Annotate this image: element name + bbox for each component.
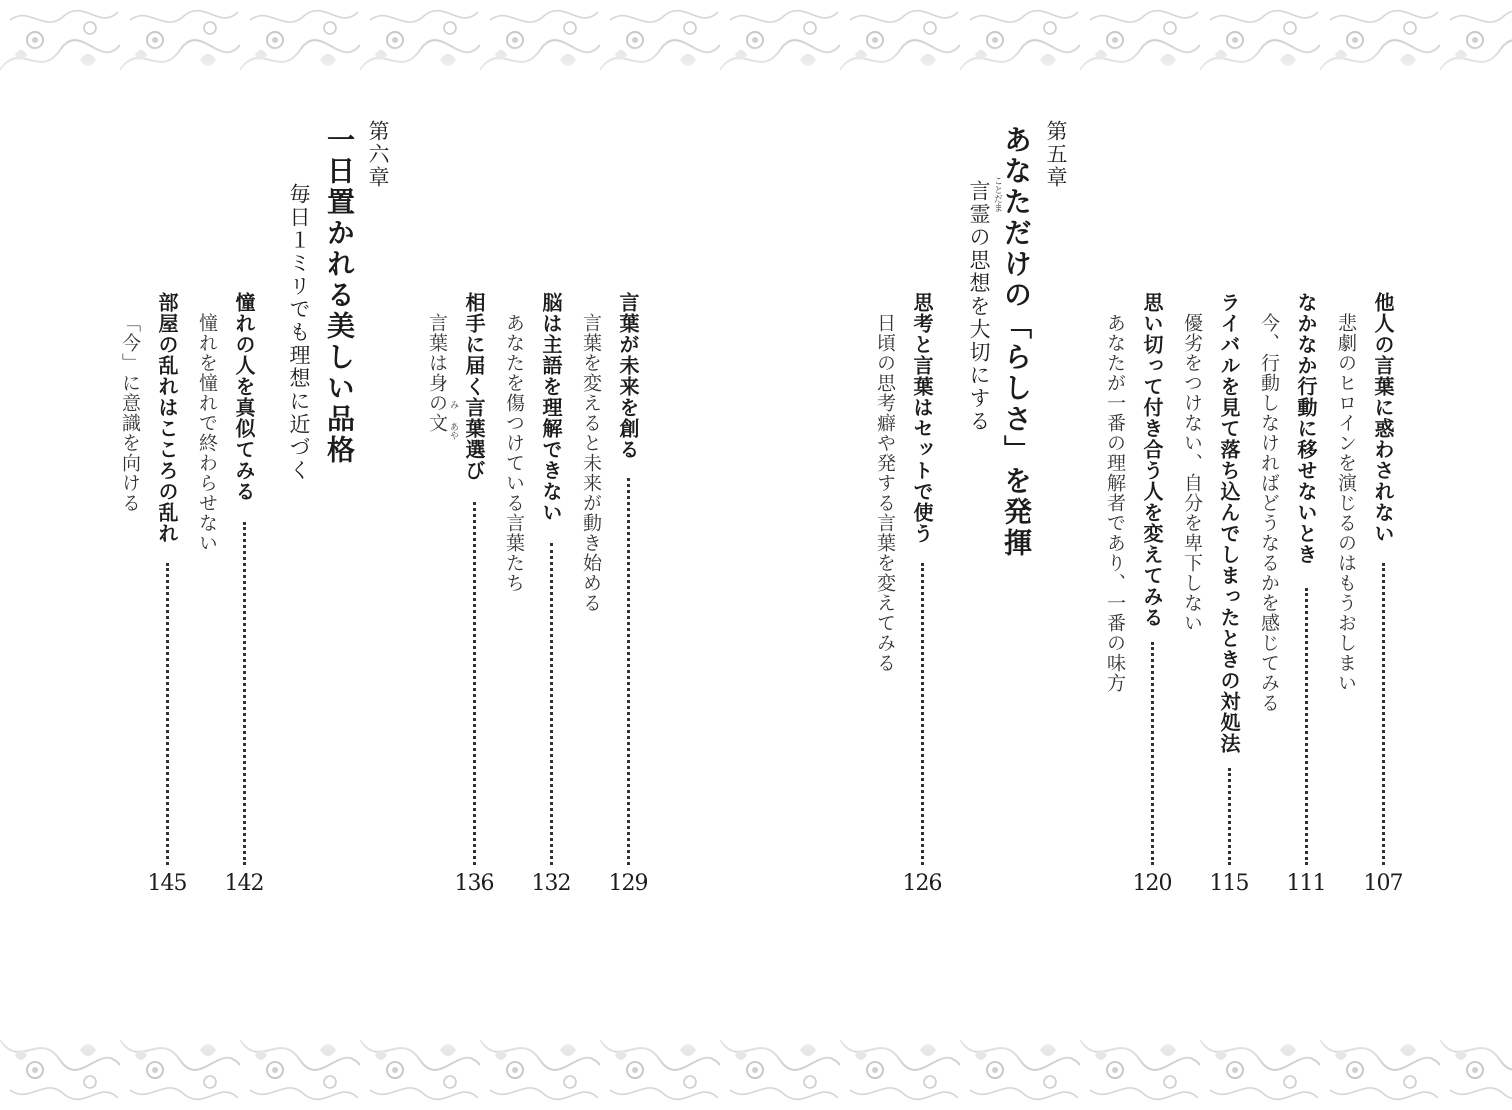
leader-dots [1382,563,1385,865]
entry-title[interactable]: 脳は主語を理解できない [539,292,563,523]
leader-dots [627,478,630,865]
entry-title[interactable]: 部屋の乱れはこころの乱れ [155,292,179,544]
chapter5-subtitle: 言霊の思想を大切にする [967,180,991,433]
leader-dots [1151,642,1154,865]
ruby-mi: み [448,400,458,409]
leader-dots [243,522,246,865]
page-number[interactable]: 136 [454,871,494,896]
chapter5-title: あなただけの「らしさ」を発揮 [1000,125,1033,559]
page-number[interactable]: 107 [1363,871,1403,896]
page-number[interactable]: 142 [224,871,264,896]
chapter6-subtitle: 毎日１ミリでも理想に近づく [287,183,311,482]
top-ornament-border [0,0,1512,90]
entry-title[interactable]: 他人の言葉に惑わされない [1371,292,1395,544]
entry-title[interactable]: 憧れの人を真似てみる [232,292,256,502]
chapter5-label: 第五章 [1044,120,1068,189]
entry-title[interactable]: なかなか行動に移せないとき [1294,292,1318,565]
leader-dots [921,563,924,865]
page-number[interactable]: 132 [531,871,571,896]
entry-title[interactable]: 思考と言葉はセットで使う [910,292,934,544]
leader-dots [550,543,553,865]
entry-subtitle: あなたを傷つけている言葉たち [503,313,525,593]
leader-dots [473,502,476,865]
entry-subtitle: あなたが一番の理解者であり、一番の味方 [1104,313,1126,693]
page-number[interactable]: 129 [608,871,648,896]
chapter5-ruby: ことだま [992,176,1002,212]
entry-subtitle: 日頃の思考癖や発する言葉を変えてみる [874,313,896,673]
entry-title[interactable]: 言葉が未来を創る [616,292,640,460]
entry-subtitle: 今、行動しなければどうなるかを感じてみる [1258,313,1280,713]
page-number[interactable]: 115 [1209,871,1249,896]
entry-title[interactable]: ライバルを見て落ち込んでしまったときの対処法 [1217,292,1241,754]
chapter6-label: 第六章 [366,120,390,189]
chapter6-title: 一日置かれる美しい品格 [323,125,356,466]
ruby-aya: あや [448,422,458,440]
leader-dots [1228,768,1231,865]
entry-subtitle: 言葉は身の文 [426,313,448,433]
entry-subtitle: 言葉を変えると未来が動き始める [580,313,602,613]
entry-subtitle: 憧れを憧れで終わらせない [196,313,218,553]
leader-dots [166,563,169,865]
entry-title[interactable]: 相手に届く言葉選び [462,292,486,481]
entry-title[interactable]: 思い切って付き合う人を変えてみる [1140,292,1164,628]
entry-subtitle: 優劣をつけない、自分を卑下しない [1181,313,1203,633]
leader-dots [1305,588,1308,865]
page-number[interactable]: 111 [1286,871,1326,896]
entry-subtitle: 「今」に意識を向ける [119,313,141,513]
bottom-ornament-border [0,1020,1512,1110]
page-number[interactable]: 120 [1132,871,1172,896]
entry-subtitle: 悲劇のヒロインを演じるのはもうおしまい [1335,313,1357,693]
page-number[interactable]: 126 [902,871,942,896]
page-number[interactable]: 145 [147,871,187,896]
